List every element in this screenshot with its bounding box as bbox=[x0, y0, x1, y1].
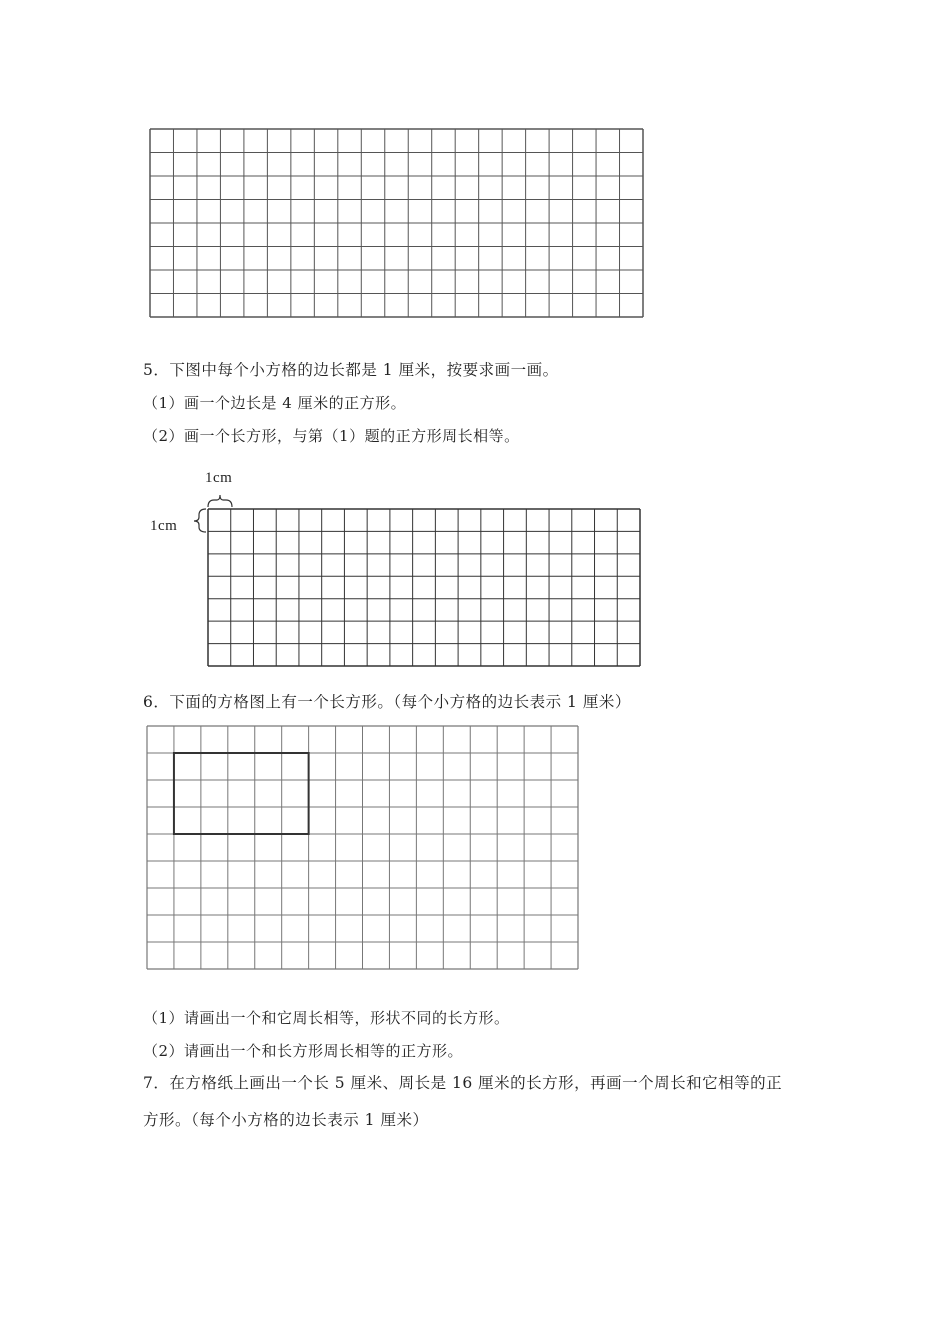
unit-label-left: 1cm bbox=[150, 518, 178, 534]
unit-label-top: 1cm bbox=[205, 470, 233, 486]
q6-part1: （1）请画出一个和它周长相等，形状不同的长方形。 bbox=[143, 1009, 510, 1027]
given-rectangle bbox=[174, 753, 309, 834]
brace-top bbox=[208, 495, 232, 507]
q6-prompt: 6．下面的方格图上有一个长方形。（每个小方格的边长表示 1 厘米） bbox=[143, 693, 631, 711]
q7-line2: 方形。（每个小方格的边长表示 1 厘米） bbox=[143, 1111, 429, 1129]
q5-part1: （1）画一个边长是 4 厘米的正方形。 bbox=[143, 394, 407, 412]
brace-left bbox=[194, 509, 206, 532]
q7-line1: 7．在方格纸上画出一个长 5 厘米、周长是 16 厘米的长方形，再画一个周长和它相等的正 bbox=[143, 1074, 783, 1092]
q6-part2: （2）请画出一个和长方形周长相等的正方形。 bbox=[143, 1042, 464, 1060]
q5-prompt: 5．下图中每个小方格的边长都是 1 厘米，按要求画一画。 bbox=[143, 361, 559, 379]
q5-part2: （2）画一个长方形，与第（1）题的正方形周长相等。 bbox=[143, 427, 520, 445]
